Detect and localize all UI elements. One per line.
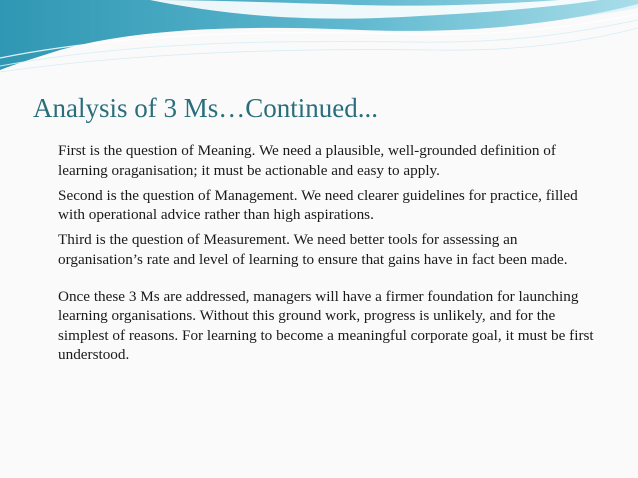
paragraph-measurement: Third is the question of Measurement. We need better tools for assessing an organisation’s rate and level of learning to ensure that gains have in fact been made.: [58, 231, 568, 268]
slide-body: [58, 141, 606, 370]
header-wave-decoration: [0, 0, 638, 80]
slide-title: Analysis of 3 Ms…Continued...: [33, 93, 379, 123]
paragraph-conclusion: Once these 3 Ms are addressed, managers will have a firmer foundation for launching learning organisations. Without this ground work, progress is unlikely, and for the simplest of reasons. For learning to become a meaningful corporate goal, it must be first understood.: [58, 287, 594, 364]
paragraph-meaning: First is the question of Meaning. We need a plausible, well-grounded definition of learning oraganisation; it must be actionable and easy to apply.: [58, 142, 556, 179]
paragraph-management: Second is the question of Management. We need clearer guidelines for practice, filled with operational advice rather than high aspirations.: [58, 186, 578, 224]
